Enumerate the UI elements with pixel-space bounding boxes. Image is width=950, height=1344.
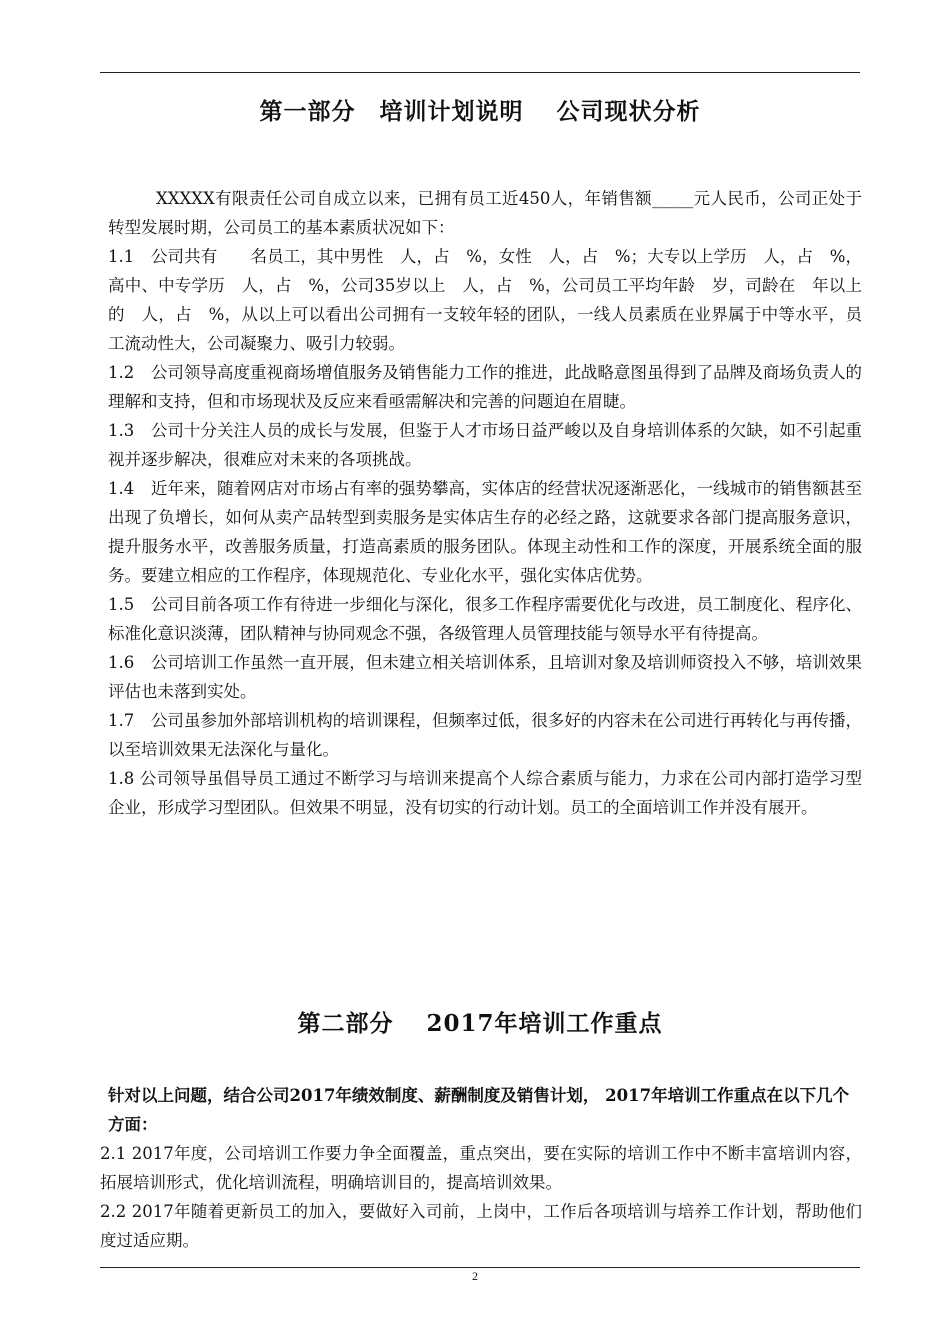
part1-title: 第一部分 培训计划说明 公司现状分析: [259, 98, 701, 125]
part1-item-7: 1.7 公司虽参加外部培训机构的培训课程，但频率过低，很多好的内容未在公司进行再转化与再传播，以至培训效果无法深化与量化。: [108, 711, 862, 759]
part1-body: [108, 184, 862, 822]
part2-intro: 针对以上问题，结合公司2017年绩效制度、薪酬制度及销售计划， 2017年培训工作重点在以下几个方面：: [108, 1086, 850, 1134]
part1-item-2: 1.2 公司领导高度重视商场增值服务及销售能力工作的推进，此战略意图虽得到了品牌及商场负责人的理解和支持，但和市场现状及反应来看亟需解决和完善的问题迫在眉睫。: [108, 363, 862, 411]
part1-item-4: 1.4 近年来，随着网店对市场占有率的强势攀高，实体店的经营状况逐渐恶化，一线城市的销售额甚至出现了负增长，如何从卖产品转型到卖服务是实体店生存的必经之路，这就要求各部门提高服务意识，提升服务水平，改善服务质量，打造高素质的服务团队。体现主动性和工作的深度，开展系统全面的服务。要建立相应的工作程序，体现规范化、专业化水平，强化实体店优势。: [108, 479, 862, 585]
part1-item-1: 1.1 公司共有 名员工，其中男性 人，占 %，女性 人，占 %；大专以上学历 人，占 %，高中、中专学历 人，占 %，公司35岁以上 人，占 %，公司员工平均年龄 岁，司龄在 年以上的 人，占 %，从以上可以看出公司拥有一支较年轻的团队，一线人员素质在业界属于中等水平，员工流动性大，公司凝聚力、吸引力较弱。: [108, 247, 862, 353]
part2-title: 第二部分 2017年培训工作重点: [297, 1010, 663, 1037]
part1-item-8: 1.8 公司领导虽倡导员工通过不断学习与培训来提高个人综合素质与能力，力求在公司内部打造学习型企业，形成学习型团队。但效果不明显，没有切实的行动计划。员工的全面培训工作并没有展开。: [108, 769, 862, 817]
footer-rule: [100, 1267, 860, 1268]
part1-lead: XXXXX有限责任公司自成立以来，已拥有员工近450人，年销售额_____元人民币，公司正处于转型发展时期，公司员工的基本素质状况如下：: [108, 189, 862, 237]
part1-item-6: 1.6 公司培训工作虽然一直开展，但未建立相关培训体系，且培训对象及培训师资投入不够，培训效果评估也未落到实处。: [108, 653, 862, 701]
part1-item-3: 1.3 公司十分关注人员的成长与发展，但鉴于人才市场日益严峻以及自身培训体系的欠缺，如不引起重视并逐步解决，很难应对未来的各项挑战。: [108, 421, 862, 469]
part2-item-2: 2.2 2017年随着更新员工的加入，要做好入司前，上岗中，工作后各项培训与培养工作计划，帮助他们度过适应期。: [100, 1202, 862, 1250]
part1-item-5: 1.5 公司目前各项工作有待进一步细化与深化，很多工作程序需要优化与改进，员工制度化、程序化、标准化意识淡薄，团队精神与协同观念不强，各级管理人员管理技能与领导水平有待提高。: [108, 595, 862, 643]
page-number: 2: [472, 1269, 478, 1283]
part2-body: [100, 1139, 862, 1255]
part2-item-1: 2.1 2017年度，公司培训工作要力争全面覆盖，重点突出，要在实际的培训工作中不断丰富培训内容，拓展培训形式，优化培训流程，明确培训目的，提高培训效果。: [100, 1144, 862, 1192]
header-rule: [100, 72, 860, 73]
